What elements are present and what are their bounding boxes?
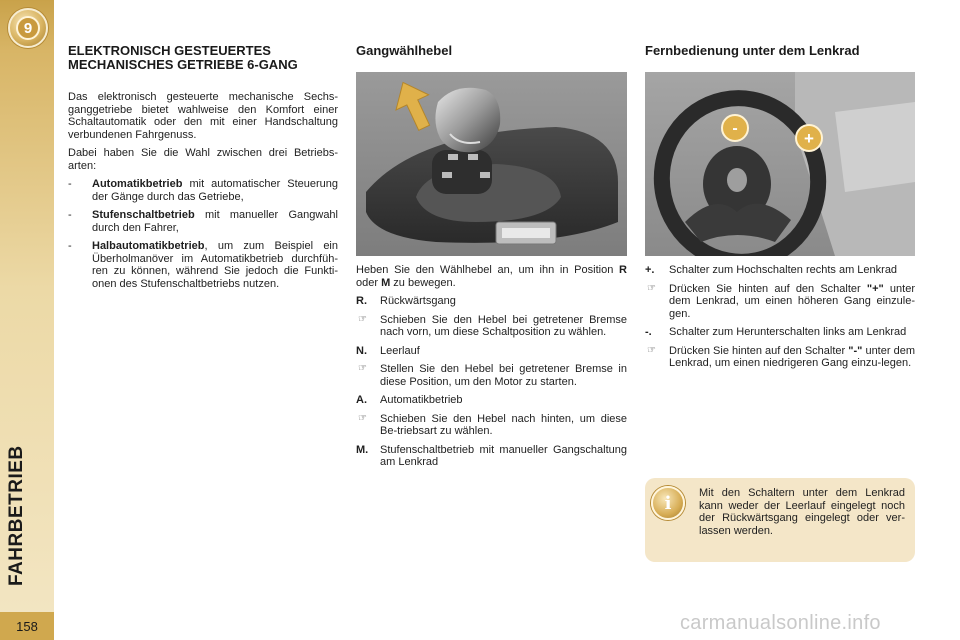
gear-label: Leerlauf (380, 344, 420, 357)
paddle-key: +. (645, 264, 655, 276)
watermark: carmanualsonline.info (680, 612, 881, 634)
mode-desc: mit manueller Gangwahl durch den Fahrer, (92, 209, 338, 234)
gear-key: N. (356, 344, 367, 357)
gear-label: Stufenschaltbetrieb mit manueller Gangschaltung am Lenkrad (380, 443, 627, 468)
gear-detail: Schieben Sie den Hebel nach hinten, um diese Be-triebsart zu wählen. (380, 412, 627, 437)
gear-label: Automatikbetrieb (380, 394, 463, 406)
section3-heading: Fernbedienung unter dem Lenkrad (645, 43, 860, 58)
steering-wheel-photo (645, 72, 915, 256)
paddle-detail-key: "-" (848, 344, 863, 357)
info-icon: i (651, 486, 685, 520)
paddle-label: Schalter zum Hochschalten rechts am Lenkrad (669, 264, 898, 276)
section1-body (68, 91, 338, 296)
paddle-row (645, 264, 915, 277)
gear-detail-row (356, 363, 627, 388)
info-text: Mit den Schaltern unter dem Lenkrad kann weder der Leerlauf eingelegt noch der Rückwärtsgang eingelegt oder ver-lassen werden. (699, 487, 905, 537)
minus-label: - (732, 120, 738, 137)
plus-label: + (804, 129, 814, 148)
hand-bullet-icon: ☞ (358, 412, 367, 424)
hand-bullet-icon: ☞ (647, 344, 656, 356)
mode-desc: mit automatischer Steuerung der Gänge durch das Getriebe, (92, 178, 338, 203)
hand-bullet-icon: ☞ (358, 313, 367, 325)
gear-detail: Stellen Sie den Hebel bei getretener Bremse in diese Position, um den Motor zu starten. (380, 363, 627, 388)
gear-position-row (356, 444, 627, 469)
intro-text: oder (356, 276, 382, 289)
paddle-row (645, 326, 915, 339)
list-dash: - (68, 178, 72, 190)
chapter-title: FAHRBETRIEB (6, 445, 27, 586)
minus-marker (722, 115, 748, 141)
gear-detail-row (356, 413, 627, 438)
chapter-number: 9 (16, 16, 40, 40)
gear-position-row (356, 345, 627, 358)
gear-detail-row (356, 314, 627, 339)
chapter-badge (8, 8, 48, 48)
steering-wheel-illustration (645, 72, 915, 256)
list-dash: - (68, 240, 72, 252)
paddle-key: -. (645, 326, 652, 338)
gear-key: A. (356, 394, 367, 406)
section2-heading: Gangwählhebel (356, 43, 453, 58)
hand-bullet-icon: ☞ (647, 282, 656, 294)
mode-desc: , um zum Beispiel ein Überholmanöver im Automatikbetrieb durchfüh-ren zu können, während Sie jedoch die Funkti-onen des Stufenschaltbetriebs nutzen. (92, 240, 338, 290)
gear-detail: Schieben Sie den Hebel bei getretener Bremse nach vorn, um diese Schaltposition zu wählen. (380, 313, 627, 338)
paddle-detail: Drücken Sie hinten auf den Schalter (669, 344, 849, 357)
gear-position-row (356, 394, 627, 407)
gear-selector-photo (356, 72, 627, 256)
paddle-detail: unter dem Lenkrad, um einen höheren Gang einzule-gen. (669, 282, 915, 320)
mode-term: Stufenschaltbetrieb (92, 209, 195, 221)
paddle-detail-row (645, 345, 915, 370)
section3-body (645, 264, 915, 376)
gear-key: R. (356, 295, 367, 307)
intro-text: Heben Sie den Wählhebel an, um ihn in Position (356, 264, 620, 276)
hand-bullet-icon: ☞ (358, 363, 367, 374)
section1-heading: ELEKTRONISCH GESTEUERTES MECHANISCHES GETRIEBE 6-GANG (68, 43, 298, 72)
gear-position-row (356, 295, 627, 308)
section1-paragraph-2: Dabei haben Sie die Wahl zwischen drei Betriebs-arten: (68, 147, 338, 172)
section2-body (356, 264, 627, 475)
mode-item (68, 240, 338, 290)
plus-marker (796, 125, 822, 151)
intro-key-m: M (381, 276, 391, 289)
mode-item (68, 209, 338, 234)
list-dash: - (68, 209, 72, 221)
info-box (645, 478, 915, 562)
gear-selector-illustration (356, 72, 627, 256)
gear-key: M. (356, 443, 369, 456)
paddle-label: Schalter zum Herunterschalten links am Lenkrad (669, 326, 907, 338)
mode-term: Automatikbetrieb (92, 178, 183, 190)
mode-term: Halbautomatikbetrieb (92, 240, 205, 252)
mode-item (68, 178, 338, 203)
gear-intro (356, 264, 627, 289)
section1-paragraph-1: Das elektronisch gesteuerte mechanische Sechs-ganggetriebe bietet wahlweise den Komfort einer Schaltautomatik oder den mit einer Handschaltung verbundenen Fahrgenuss. (68, 91, 338, 141)
paddle-detail: Drücken Sie hinten auf den Schalter (669, 282, 867, 295)
intro-key-r: R (619, 264, 627, 276)
page-number: 158 (0, 612, 54, 640)
intro-text: zu bewegen. (390, 276, 456, 289)
gear-label: Rückwärtsgang (380, 295, 456, 307)
paddle-detail-row (645, 283, 915, 321)
paddle-detail: unter dem Lenkrad, um einen niedrigeren Gang einzu-legen. (669, 344, 915, 369)
paddle-detail-key: "+" (866, 282, 884, 295)
